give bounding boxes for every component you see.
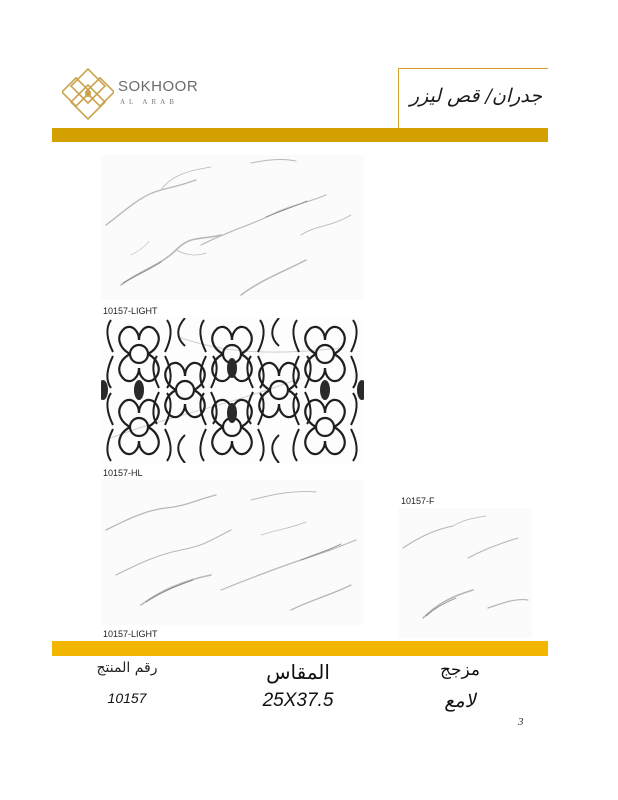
logo-emblem-icon	[62, 68, 114, 120]
tile-image-decor	[101, 318, 364, 463]
section-title: جدران/ قص ليزر	[409, 85, 542, 107]
finish-label: مزجج	[440, 660, 480, 680]
product-code-value: 10157	[107, 690, 147, 706]
size-label: المقاس	[266, 660, 330, 684]
top-gold-bar	[52, 128, 548, 142]
bottom-gold-bar	[52, 641, 548, 656]
product-code-label: رقم المنتج	[96, 660, 158, 676]
size-value: 25X37.5	[262, 690, 334, 711]
tile-caption: 10157-LIGHT	[103, 306, 158, 316]
page-number: 3	[518, 716, 524, 728]
tile-caption: 10157-LIGHT	[103, 629, 158, 639]
brand-name: SOKHOOR	[118, 78, 199, 95]
tile-caption: 10157-HL	[103, 468, 143, 478]
tile-image-floor	[398, 508, 532, 638]
brand-logo	[62, 68, 212, 120]
brand-subtitle: AL ARAB	[120, 98, 178, 106]
tile-caption: 10157-F	[401, 496, 435, 506]
tile-image-light-2	[101, 480, 364, 625]
section-title-box	[398, 68, 548, 128]
finish-value: لامع	[444, 690, 476, 712]
tile-image-light-1	[101, 155, 364, 300]
